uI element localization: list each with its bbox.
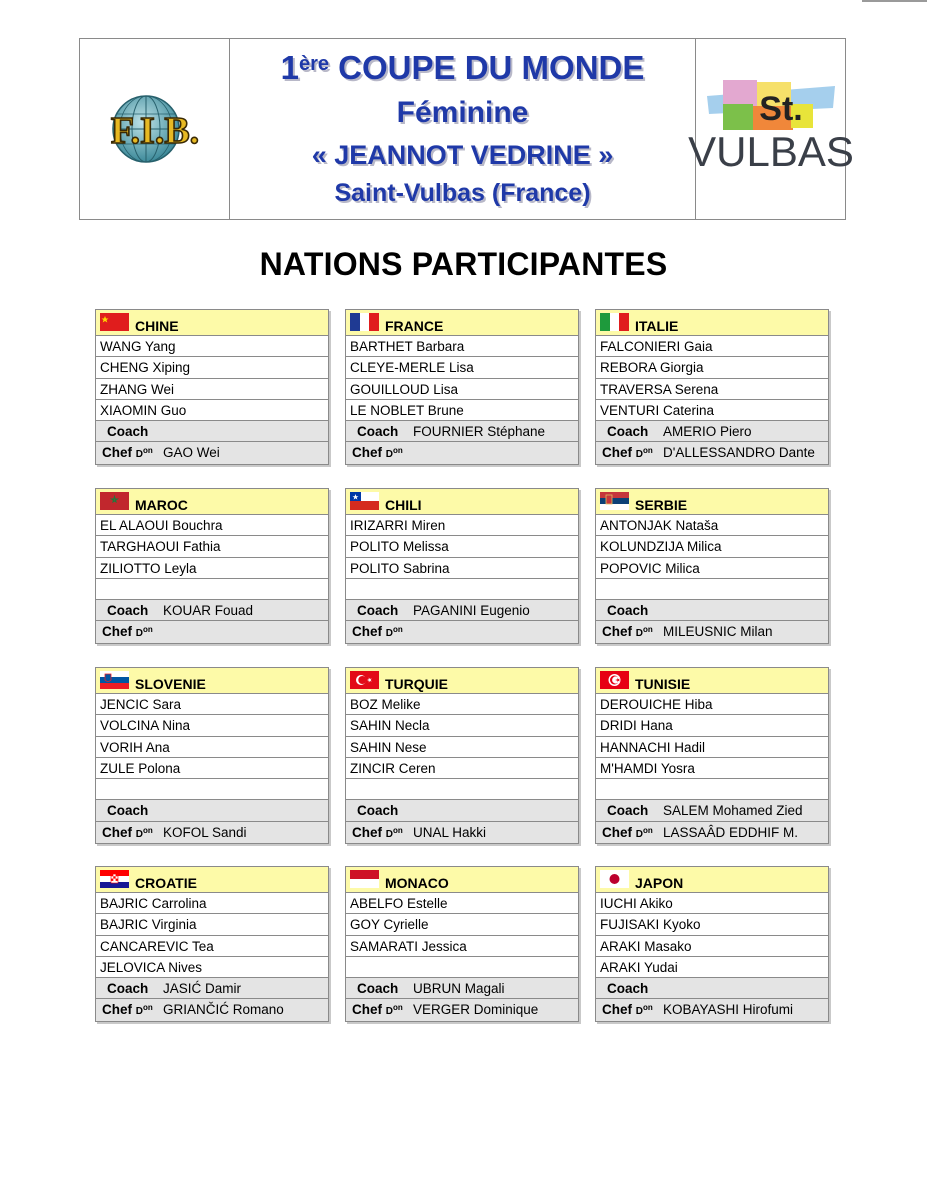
coach-label: Coach — [607, 424, 649, 440]
chef-label-on: on — [393, 825, 403, 835]
coach-label: Coach — [107, 803, 149, 819]
coach-label: Coach — [107, 981, 149, 997]
country-name: CROATIE — [135, 875, 197, 891]
coach-name: KOUAR Fouad — [163, 603, 254, 619]
team-card-serbie — [595, 488, 829, 644]
coach-row — [96, 421, 328, 442]
chef-label-on: on — [393, 446, 403, 456]
player-row: WANG Yang — [96, 336, 328, 357]
chef-label-on: on — [393, 1003, 403, 1013]
team-header — [596, 310, 828, 336]
player-row — [346, 579, 578, 600]
chef-label-on: on — [643, 1003, 653, 1013]
coach-label: Coach — [107, 603, 149, 619]
player-row: GOUILLOUD Lisa — [346, 379, 578, 400]
player-row: M'HAMDI Yosra — [596, 758, 828, 779]
chef-label — [100, 822, 163, 845]
coach-label: Coach — [357, 981, 399, 997]
player-row: CLEYE-MERLE Lisa — [346, 357, 578, 378]
svg-text:St.: St. — [758, 90, 803, 128]
chef-label-d: D — [385, 828, 393, 840]
player-row: EL ALAOUI Bouchra — [96, 515, 328, 536]
coach-name: JASIĆ Damir — [163, 981, 242, 997]
serbia-flag-icon — [600, 492, 629, 510]
italy-flag-icon — [600, 313, 629, 331]
team-card-chili — [345, 488, 579, 644]
player-row: ZULE Polona — [96, 758, 328, 779]
event-header — [79, 38, 854, 220]
chef-label-d: D — [635, 628, 643, 640]
country-name: ITALIE — [635, 318, 679, 334]
chef-name: LASSAÂD EDDHIF M. — [663, 824, 799, 840]
team-header — [96, 867, 328, 893]
player-row: HANNACHI Hadil — [596, 737, 828, 758]
chef-label-word: Chef — [352, 824, 382, 840]
chef-name: MILEUSNIC Milan — [663, 624, 773, 640]
monaco-flag-icon — [350, 870, 379, 888]
coach-name: AMERIO Piero — [663, 424, 752, 440]
player-row: VORIH Ana — [96, 737, 328, 758]
coach-row — [96, 600, 328, 621]
chef-label-word: Chef — [602, 624, 632, 640]
country-name: MAROC — [135, 497, 188, 513]
chef-row — [596, 822, 828, 843]
player-row: LE NOBLET Brune — [346, 400, 578, 421]
team-header — [96, 489, 328, 515]
chef-label-on: on — [643, 825, 653, 835]
player-row: BOZ Melike — [346, 694, 578, 715]
player-row: ZINCIR Ceren — [346, 758, 578, 779]
turkey-flag-icon — [350, 671, 379, 689]
country-name: TUNISIE — [635, 676, 691, 692]
chef-row — [596, 621, 828, 642]
coach-row — [96, 800, 328, 821]
coach-name: PAGANINI Eugenio — [413, 603, 530, 619]
coach-name: UBRUN Magali — [413, 981, 505, 997]
player-row: JELOVICA Nives — [96, 957, 328, 978]
team-card-maroc — [95, 488, 329, 644]
player-row: BARTHET Barbara — [346, 336, 578, 357]
player-row: POLITO Melissa — [346, 536, 578, 557]
country-name: TURQUIE — [385, 676, 448, 692]
team-header — [96, 668, 328, 694]
coach-label: Coach — [607, 981, 649, 997]
player-row: KOLUNDZIJA Milica — [596, 536, 828, 557]
chef-label-on: on — [143, 825, 153, 835]
chef-label-on: on — [143, 625, 153, 635]
player-row: SAHIN Nese — [346, 737, 578, 758]
tunisia-flag-icon — [600, 671, 629, 689]
team-card-italie — [595, 309, 829, 465]
chef-label-word: Chef — [102, 624, 132, 640]
chef-label — [600, 621, 663, 644]
player-row: ZILIOTTO Leyla — [96, 558, 328, 579]
coach-row — [346, 421, 578, 442]
coach-label: Coach — [607, 803, 649, 819]
chef-label — [600, 822, 663, 845]
chef-label-word: Chef — [352, 1002, 382, 1018]
chef-label-d: D — [135, 828, 143, 840]
player-row: POLITO Sabrina — [346, 558, 578, 579]
chef-label-d: D — [385, 449, 393, 461]
chef-name: KOFOL Sandi — [163, 824, 247, 840]
team-header — [96, 310, 328, 336]
country-name: SERBIE — [635, 497, 688, 513]
chef-label-d: D — [635, 1006, 643, 1018]
chef-label-d: D — [135, 1006, 143, 1018]
chef-label-word: Chef — [352, 445, 382, 461]
chef-row — [596, 999, 828, 1020]
coach-name: SALEM Mohamed Zied — [663, 803, 803, 819]
chef-label — [600, 442, 663, 465]
chef-row — [346, 999, 578, 1020]
player-row: REBORA Giorgia — [596, 357, 828, 378]
team-card-japon — [595, 866, 829, 1022]
team-header — [346, 489, 578, 515]
chef-label-word: Chef — [602, 445, 632, 461]
coach-label: Coach — [357, 424, 399, 440]
team-header — [346, 668, 578, 694]
chef-name: KOBAYASHI Hirofumi — [663, 1002, 794, 1018]
player-row — [596, 779, 828, 800]
team-card-chine — [95, 309, 329, 465]
chef-label-word: Chef — [352, 624, 382, 640]
china-flag-icon — [100, 313, 129, 331]
chef-label-word: Chef — [602, 1002, 632, 1018]
top-edge-line — [862, 0, 927, 2]
chef-name: GRIANČIĆ Romano — [163, 1002, 284, 1018]
slovenia-flag-icon — [100, 671, 129, 689]
chef-label — [350, 822, 413, 845]
player-row — [596, 579, 828, 600]
chef-name: VERGER Dominique — [413, 1002, 539, 1018]
country-name: SLOVENIE — [135, 676, 206, 692]
player-row: DEROUICHE Hiba — [596, 694, 828, 715]
country-name: MONACO — [385, 875, 449, 891]
player-row: ZHANG Wei — [96, 379, 328, 400]
chef-label — [100, 442, 163, 465]
player-row: BAJRIC Carrolina — [96, 893, 328, 914]
player-row: ABELFO Estelle — [346, 893, 578, 914]
coach-row — [596, 800, 828, 821]
team-header — [346, 867, 578, 893]
chef-name: UNAL Hakki — [413, 824, 487, 840]
chef-label-on: on — [143, 1003, 153, 1013]
chef-label — [350, 621, 413, 644]
chef-row — [346, 442, 578, 463]
chef-label-d: D — [135, 449, 143, 461]
player-row: JENCIC Sara — [96, 694, 328, 715]
chile-flag-icon — [350, 492, 379, 510]
coach-label: Coach — [107, 424, 149, 440]
chef-label-d: D — [385, 628, 393, 640]
event-title-block — [230, 39, 696, 219]
chef-label-on: on — [143, 446, 153, 456]
svg-text:VULBAS: VULBAS — [687, 128, 854, 175]
team-header — [596, 867, 828, 893]
chef-label-word: Chef — [102, 824, 132, 840]
chef-label-on: on — [643, 446, 653, 456]
player-row — [346, 779, 578, 800]
chef-name: GAO Wei — [163, 445, 220, 461]
team-card-france — [345, 309, 579, 465]
chef-label-word: Chef — [102, 1002, 132, 1018]
player-row: BAJRIC Virginia — [96, 914, 328, 935]
croatia-flag-icon — [100, 870, 129, 888]
player-row: IRIZARRI Miren — [346, 515, 578, 536]
team-header — [346, 310, 578, 336]
chef-label-word: Chef — [102, 445, 132, 461]
player-row: FALCONIERI Gaia — [596, 336, 828, 357]
chef-row — [596, 442, 828, 463]
coach-row — [596, 421, 828, 442]
page-title: NATIONS PARTICIPANTES — [259, 246, 668, 282]
chef-label — [350, 442, 413, 465]
chef-row — [96, 999, 328, 1020]
player-row: CHENG Xiping — [96, 357, 328, 378]
player-row: DRIDI Hana — [596, 715, 828, 736]
team-card-turquie — [345, 667, 579, 844]
player-row: CANCAREVIC Tea — [96, 936, 328, 957]
player-row: POPOVIC Milica — [596, 558, 828, 579]
svg-text:F.I.B.: F.I.B. — [110, 110, 199, 152]
chef-row — [96, 822, 328, 843]
coach-row — [596, 978, 828, 999]
event-title-line2: Féminine — [396, 96, 529, 129]
fib-logo — [80, 39, 230, 219]
team-card-monaco — [345, 866, 579, 1022]
chef-row — [346, 621, 578, 642]
player-row: SAMARATI Jessica — [346, 936, 578, 957]
coach-row — [596, 600, 828, 621]
player-row — [96, 779, 328, 800]
player-row: ARAKI Masako — [596, 936, 828, 957]
chef-row — [96, 621, 328, 642]
player-row: ARAKI Yudai — [596, 957, 828, 978]
france-flag-icon — [350, 313, 379, 331]
country-name: JAPON — [635, 875, 684, 891]
country-name: CHINE — [135, 318, 179, 334]
coach-row — [346, 600, 578, 621]
player-row: GOY Cyrielle — [346, 914, 578, 935]
event-location: Saint-Vulbas (France) — [334, 179, 591, 207]
player-row — [96, 579, 328, 600]
chef-label — [100, 999, 163, 1022]
player-row: XIAOMIN Guo — [96, 400, 328, 421]
team-card-tunisie — [595, 667, 829, 844]
chef-label-d: D — [135, 628, 143, 640]
chef-label — [350, 999, 413, 1022]
chef-row — [96, 442, 328, 463]
event-title-line3: « JEANNOT VEDRINE » — [311, 140, 614, 170]
chef-name: D'ALLESSANDRO Dante — [663, 445, 815, 461]
player-row: VENTURI Caterina — [596, 400, 828, 421]
coach-label: Coach — [357, 803, 399, 819]
player-row: VOLCINA Nina — [96, 715, 328, 736]
team-header — [596, 668, 828, 694]
saint-vulbas-logo — [687, 39, 854, 219]
chef-label — [100, 621, 163, 644]
player-row: TARGHAOUI Fathia — [96, 536, 328, 557]
chef-label-d: D — [385, 1006, 393, 1018]
chef-label-word: Chef — [602, 824, 632, 840]
morocco-flag-icon — [100, 492, 129, 510]
team-card-slovenie — [95, 667, 329, 844]
player-row: TRAVERSA Serena — [596, 379, 828, 400]
player-row: IUCHI Akiko — [596, 893, 828, 914]
country-name: CHILI — [385, 497, 422, 513]
chef-label — [600, 999, 663, 1022]
event-title-line1: 1ère COUPE DU MONDE — [280, 49, 645, 86]
chef-label-d: D — [635, 828, 643, 840]
chef-label-d: D — [635, 449, 643, 461]
coach-label: Coach — [607, 603, 649, 619]
player-row — [346, 957, 578, 978]
player-row: FUJISAKI Kyoko — [596, 914, 828, 935]
japan-flag-icon — [600, 870, 629, 888]
coach-row — [346, 978, 578, 999]
coach-name: FOURNIER Stéphane — [413, 424, 546, 440]
player-row: SAHIN Necla — [346, 715, 578, 736]
chef-row — [346, 822, 578, 843]
chef-label-on: on — [393, 625, 403, 635]
chef-label-on: on — [643, 625, 653, 635]
country-name: FRANCE — [385, 318, 444, 334]
team-header — [596, 489, 828, 515]
team-card-croatie — [95, 866, 329, 1022]
coach-row — [346, 800, 578, 821]
coach-label: Coach — [357, 603, 399, 619]
player-row: ANTONJAK Nataša — [596, 515, 828, 536]
coach-row — [96, 978, 328, 999]
